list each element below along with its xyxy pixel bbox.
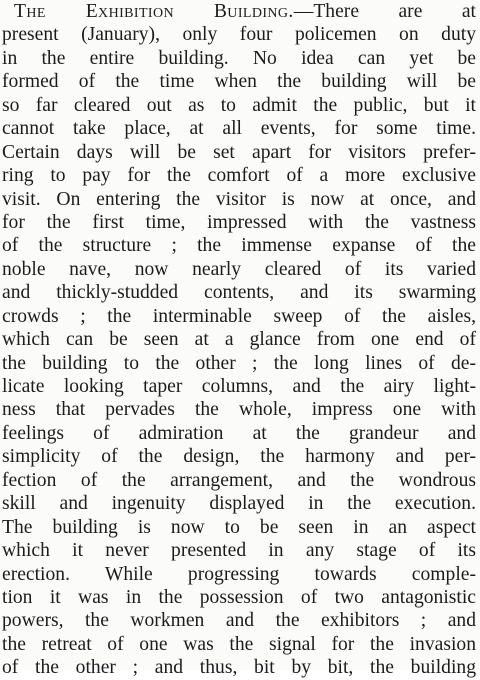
article-body <box>2 0 476 680</box>
article-line-17: licate looking taper columns, and the airy light- <box>2 376 476 397</box>
article-line-16: the building to the other ; the long lines of de- <box>2 352 476 374</box>
article-line-27: powers, the workmen and the exhibitors ; and <box>2 610 476 632</box>
article-line-14: crowds ; the interminable sweep of the aisles, <box>2 305 476 327</box>
article-line-12: noble nave, now nearly cleared of its varied <box>2 258 476 280</box>
article-line-29: of the other ; and thus, bit by bit, the building <box>2 657 476 679</box>
article-heading: The Exhibition Building. <box>14 1 294 22</box>
article-line-20: simplicity of the design, the harmony and per- <box>2 446 476 468</box>
article-line-10: for the first time, impressed with the vastness <box>2 211 476 233</box>
article-line-2: present (January), only four policemen on duty <box>2 24 476 46</box>
article-line-18: ness that pervades the whole, impress one with <box>2 399 476 421</box>
article-line-3: in the entire building. No idea can yet be <box>2 47 476 69</box>
article-line-9: visit. On entering the visitor is now at once, and <box>2 188 476 210</box>
article-line-26: tion it was in the possession of two antagonistic <box>2 586 476 608</box>
article-line-6: cannot take place, at all events, for some time. <box>2 118 476 140</box>
article-line-15: which can be seen at a glance from one end of <box>2 329 476 351</box>
article-line-24: which it never presented in any stage of its <box>2 540 476 562</box>
article-line-21: fection of the arrangement, and the wondrous <box>2 469 476 491</box>
article-line-7: Certain days will be set apart for visitors prefer- <box>2 141 476 163</box>
article-line-28: the retreat of one was the signal for the invasion <box>2 633 476 655</box>
article-line-13: and thickly-studded contents, and its swarming <box>2 282 476 304</box>
article-line-22: skill and ingenuity displayed in the execution. <box>2 493 476 515</box>
article-line-1-text: —There are at <box>293 1 476 22</box>
article-line-19: feelings of admiration at the grandeur and <box>2 422 476 444</box>
article-line-4: formed of the time when the building will be <box>2 71 476 93</box>
article-line-1 <box>2 0 476 23</box>
article-line-11: of the structure ; the immense expanse of the <box>2 235 476 257</box>
article-line-25: erection. While progressing towards comple- <box>2 563 476 585</box>
article-line-8: ring to pay for the comfort of a more exclusive <box>2 165 476 187</box>
article-line-5: so far cleared out as to admit the public, but it <box>2 94 476 116</box>
article-line-23: The building is now to be seen in an aspect <box>2 516 476 538</box>
